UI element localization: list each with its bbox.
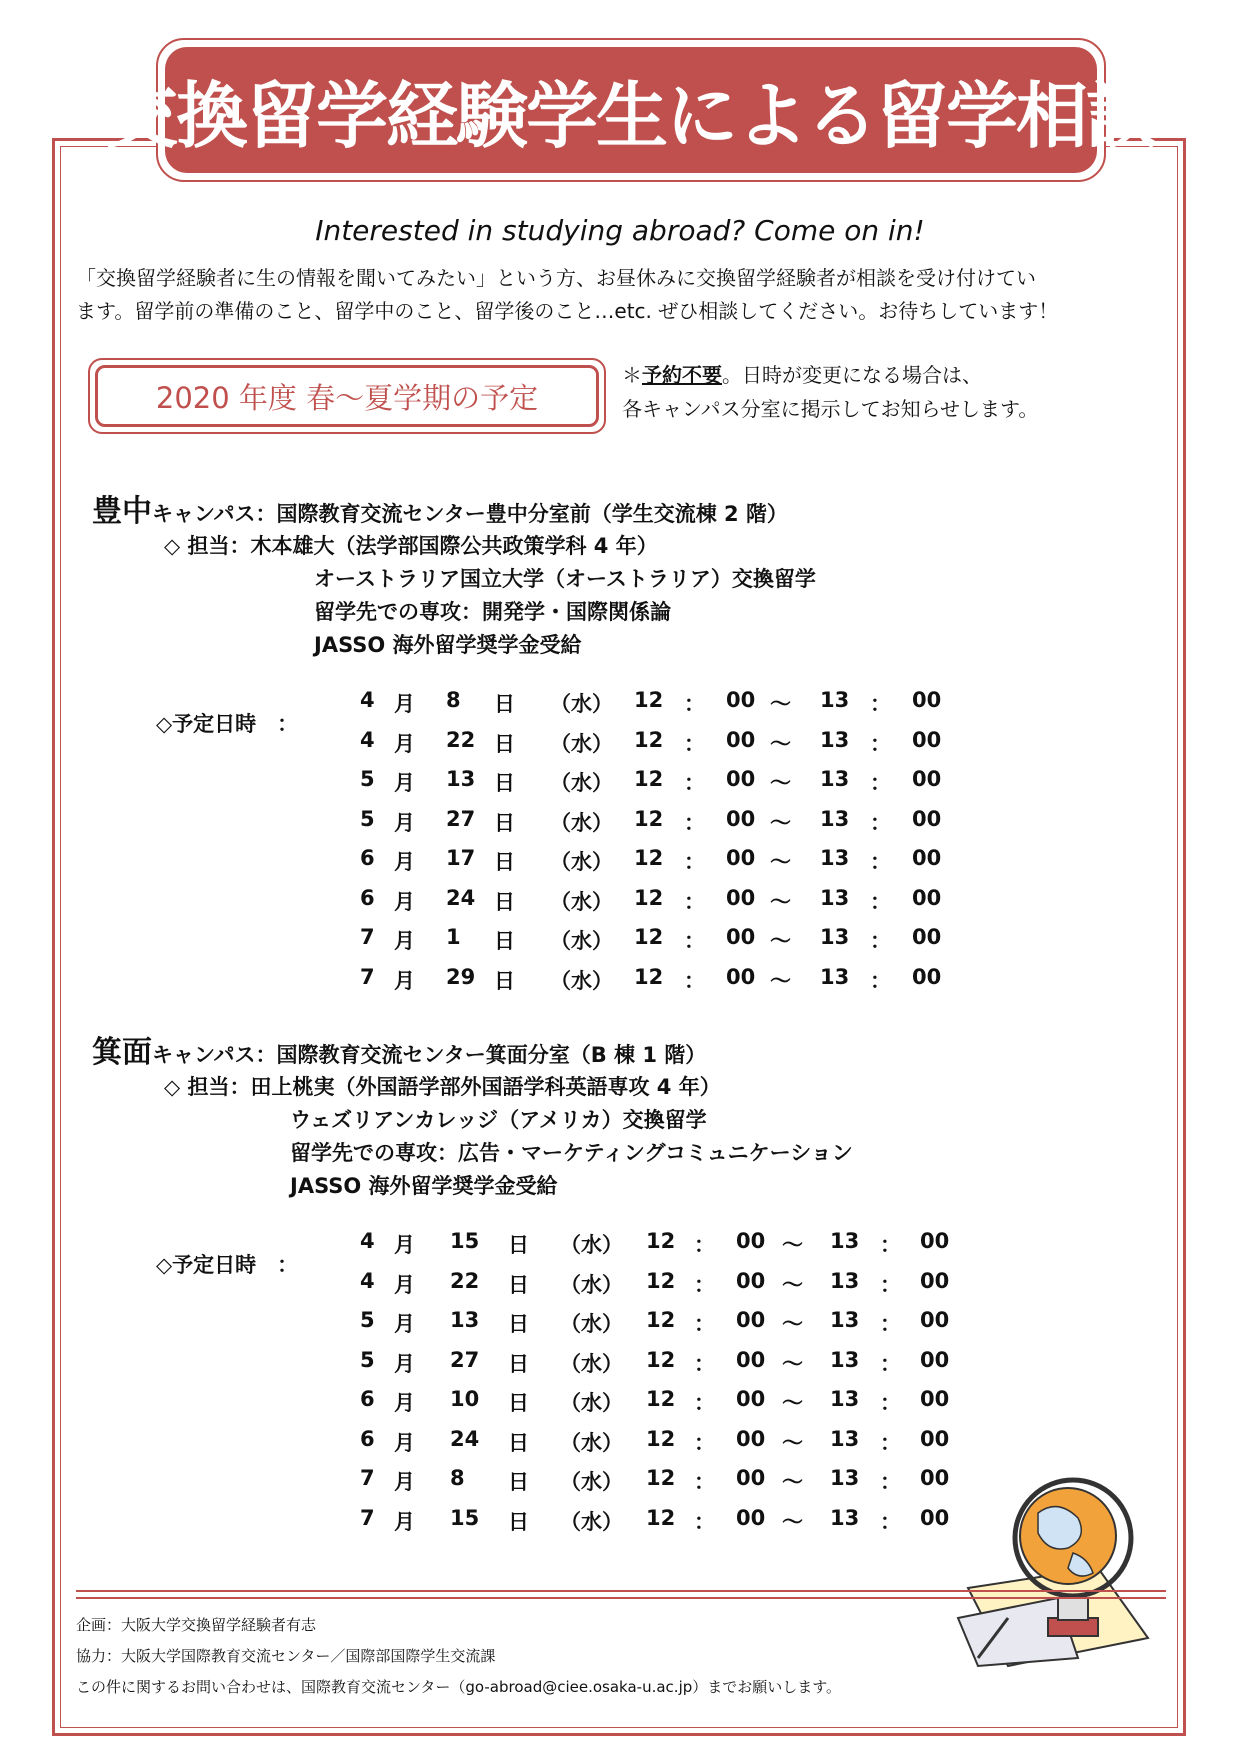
time-day-unit: 日 — [508, 1430, 529, 1455]
date-month: 7 — [360, 1505, 375, 1530]
time-tilde: ～ — [782, 1430, 803, 1455]
time-end-m: 00 — [912, 846, 942, 870]
intro-line: ます。留学前の準備のこと、留学中のこと、留学後のこと…etc. ぜひ相談してください。お待ちしています！ — [76, 299, 1059, 323]
time-end-m: 00 — [920, 1466, 950, 1490]
time-day-unit: 日 — [508, 1391, 529, 1415]
time-colon: ： — [694, 1430, 715, 1455]
time-colon: ： — [880, 1351, 901, 1376]
toyonaka-campus-location: キャンパス：国際教育交流センター豊中分室前（学生交流棟 2 階） — [152, 502, 788, 526]
time-start-h: 12 — [634, 767, 664, 791]
date-month: 6 — [360, 846, 375, 870]
time-start-m: 00 — [736, 1268, 766, 1293]
time-colon: ： — [694, 1233, 715, 1257]
schedule-title-box — [88, 358, 606, 434]
time-colon: ： — [684, 771, 705, 795]
date-month: 4 — [360, 688, 375, 712]
time-end-h: 13 — [830, 1268, 860, 1293]
time-tilde: ～ — [770, 692, 791, 716]
date-day: 8 — [450, 1466, 465, 1490]
time-day-unit: 日 — [494, 929, 515, 953]
schedule-title-inner — [95, 365, 599, 427]
time-end-m: 00 — [912, 806, 942, 831]
time-day-unit: 日 — [508, 1312, 529, 1336]
time-colon: ： — [870, 968, 891, 993]
minoh-campus-location: キャンパス：国際教育交流センター箕面分室（B 棟 1 階） — [152, 1043, 707, 1067]
time-weekday: （水） — [560, 1272, 623, 1297]
toyonaka-campus-heading — [92, 486, 788, 530]
toyonaka-detail: 留学先での専攻：開発学・国際関係論 — [314, 600, 671, 624]
time-colon: ： — [870, 929, 891, 953]
time-end-m: 00 — [920, 1426, 950, 1451]
time-end-h: 13 — [820, 885, 850, 910]
schedule-row — [0, 1229, 1240, 1259]
minoh-dates-label: ◇予定日時 ： — [156, 1253, 299, 1277]
time-end-m: 00 — [912, 925, 942, 949]
time-colon: ： — [694, 1391, 715, 1415]
time-end-m: 00 — [912, 964, 942, 989]
time-end-m: 00 — [920, 1268, 950, 1293]
time-end-h: 13 — [830, 1505, 860, 1530]
date-month: 6 — [360, 1426, 375, 1451]
date-day: 17 — [446, 846, 476, 870]
time-end-h: 13 — [820, 767, 850, 791]
time-end-h: 13 — [820, 846, 850, 870]
date-day: 15 — [450, 1505, 480, 1530]
date-day: 27 — [450, 1347, 480, 1372]
time-start-m: 00 — [736, 1308, 766, 1332]
toyonaka-staff: ◇ 担当：木本雄大（法学部国際公共政策学科 4 年） — [164, 534, 658, 558]
time-weekday: （水） — [560, 1233, 623, 1257]
schedule-row — [0, 925, 1240, 955]
time-start-h: 12 — [634, 885, 664, 910]
schedule-row — [0, 886, 1240, 916]
time-month-unit: 月 — [394, 850, 415, 874]
time-colon: ： — [870, 810, 891, 835]
time-start-h: 12 — [646, 1268, 676, 1293]
schedule-row — [0, 1387, 1240, 1417]
time-weekday: （水） — [550, 810, 613, 835]
tagline: Interested in studying abroad? Come on in! — [315, 214, 925, 247]
schedule-title: 2020 年度 春～夏学期の予定 — [155, 380, 539, 415]
time-weekday: （水） — [560, 1470, 623, 1494]
time-tilde: ～ — [770, 929, 791, 953]
schedule-row — [0, 1308, 1240, 1338]
time-start-h: 12 — [646, 1505, 676, 1530]
time-start-m: 00 — [736, 1347, 766, 1372]
time-day-unit: 日 — [494, 810, 515, 835]
time-tilde: ～ — [770, 771, 791, 795]
time-colon: ： — [880, 1272, 901, 1297]
time-month-unit: 月 — [394, 1509, 415, 1534]
time-tilde: ～ — [782, 1470, 803, 1494]
time-colon: ： — [684, 850, 705, 874]
time-tilde: ～ — [782, 1272, 803, 1297]
title-banner-fill — [106, 47, 1157, 173]
time-end-h: 13 — [820, 806, 850, 831]
time-colon: ： — [684, 731, 705, 756]
time-start-m: 00 — [726, 846, 756, 870]
time-colon: ： — [694, 1312, 715, 1336]
time-start-h: 12 — [646, 1229, 676, 1253]
time-tilde: ～ — [782, 1312, 803, 1336]
time-end-h: 13 — [830, 1347, 860, 1372]
footer-contact: この件に関するお問い合わせは、国際教育交流センター（go-abroad@ciee.osaka-u.ac.jp）までお願いします。 — [76, 1678, 842, 1696]
date-day: 8 — [446, 688, 461, 712]
date-month: 7 — [360, 964, 375, 989]
time-tilde: ～ — [782, 1509, 803, 1534]
time-month-unit: 月 — [394, 1391, 415, 1415]
toyonaka-campus-name: 豊中 — [92, 494, 152, 529]
time-month-unit: 月 — [394, 771, 415, 795]
time-tilde: ～ — [770, 810, 791, 835]
date-day: 27 — [446, 806, 476, 831]
date-day: 29 — [446, 964, 476, 989]
date-day: 13 — [450, 1308, 480, 1332]
time-end-h: 13 — [830, 1466, 860, 1490]
date-day: 22 — [446, 727, 476, 752]
time-day-unit: 日 — [494, 731, 515, 756]
time-colon: ： — [880, 1430, 901, 1455]
note-line-1-rest: 。日時が変更になる場合は、 — [722, 363, 982, 387]
time-start-m: 00 — [726, 688, 756, 712]
time-weekday: （水） — [550, 850, 613, 874]
time-weekday: （水） — [550, 889, 613, 914]
time-colon: ： — [684, 692, 705, 716]
date-day: 22 — [450, 1268, 480, 1293]
time-colon: ： — [684, 889, 705, 914]
schedule-row — [0, 767, 1240, 797]
time-day-unit: 日 — [508, 1509, 529, 1534]
time-day-unit: 日 — [508, 1233, 529, 1257]
time-end-m: 00 — [912, 688, 942, 712]
footer-cooperation: 協力：大阪大学国際教育交流センター／国際部国際学生交流課 — [76, 1647, 496, 1665]
date-month: 5 — [360, 1308, 375, 1332]
time-colon: ： — [870, 692, 891, 716]
time-month-unit: 月 — [394, 1233, 415, 1257]
time-weekday: （水） — [560, 1391, 623, 1415]
date-day: 24 — [446, 885, 476, 910]
time-colon: ： — [684, 968, 705, 993]
time-start-h: 12 — [646, 1387, 676, 1411]
footer-organizer: 企画：大阪大学交換留学経験者有志 — [76, 1616, 317, 1634]
date-month: 4 — [360, 1229, 375, 1253]
reservation-note — [622, 358, 1038, 426]
time-weekday: （水） — [550, 929, 613, 953]
time-weekday: （水） — [550, 731, 613, 756]
date-day: 15 — [450, 1229, 480, 1253]
time-colon: ： — [684, 929, 705, 953]
time-start-h: 12 — [646, 1308, 676, 1332]
time-end-h: 13 — [830, 1229, 860, 1253]
toyonaka-dates-label: ◇予定日時 ： — [156, 712, 299, 736]
date-month: 6 — [360, 885, 375, 910]
time-month-unit: 月 — [394, 810, 415, 835]
time-colon: ： — [880, 1233, 901, 1257]
time-day-unit: 日 — [508, 1470, 529, 1494]
time-colon: ： — [694, 1470, 715, 1494]
time-weekday: （水） — [560, 1509, 623, 1534]
time-day-unit: 日 — [494, 968, 515, 993]
time-start-m: 00 — [726, 885, 756, 910]
time-tilde: ～ — [770, 889, 791, 914]
time-start-m: 00 — [736, 1229, 766, 1253]
time-end-m: 00 — [912, 727, 942, 752]
time-colon: ： — [880, 1470, 901, 1494]
schedule-row — [0, 846, 1240, 876]
toyonaka-detail: JASSO 海外留学奨学金受給 — [314, 633, 582, 657]
time-colon: ： — [870, 889, 891, 914]
time-start-m: 00 — [736, 1466, 766, 1490]
time-start-m: 00 — [726, 806, 756, 831]
time-colon: ： — [870, 850, 891, 874]
schedule-row — [0, 965, 1240, 995]
time-start-m: 00 — [726, 767, 756, 791]
time-tilde: ～ — [770, 731, 791, 756]
time-tilde: ～ — [782, 1351, 803, 1376]
time-end-h: 13 — [830, 1308, 860, 1332]
note-line-1 — [622, 358, 1038, 392]
time-start-h: 12 — [634, 846, 664, 870]
minoh-staff: ◇ 担当：田上桃実（外国語学部外国語学科英語専攻 4 年） — [164, 1075, 721, 1099]
minoh-detail: JASSO 海外留学奨学金受給 — [290, 1174, 558, 1198]
time-start-h: 12 — [646, 1347, 676, 1372]
schedule-row — [0, 807, 1240, 837]
time-end-h: 13 — [820, 964, 850, 989]
time-end-m: 00 — [920, 1387, 950, 1411]
minoh-detail: 留学先での専攻：広告・マーケティングコミュニケーション — [290, 1141, 853, 1165]
time-start-m: 00 — [726, 964, 756, 989]
time-weekday: （水） — [550, 771, 613, 795]
time-month-unit: 月 — [394, 1351, 415, 1376]
globe-illustration — [948, 1468, 1174, 1668]
time-weekday: （水） — [560, 1351, 623, 1376]
time-end-m: 00 — [920, 1308, 950, 1332]
time-day-unit: 日 — [494, 692, 515, 716]
time-month-unit: 月 — [394, 731, 415, 756]
time-start-h: 12 — [634, 925, 664, 949]
minoh-campus-name: 箕面 — [92, 1035, 152, 1070]
date-day: 1 — [446, 925, 461, 949]
date-month: 7 — [360, 1466, 375, 1490]
time-end-m: 00 — [912, 885, 942, 910]
time-tilde: ～ — [770, 968, 791, 993]
time-start-m: 00 — [726, 925, 756, 949]
title-banner — [106, 38, 1157, 182]
schedule-row — [0, 1348, 1240, 1378]
time-end-m: 00 — [920, 1505, 950, 1530]
time-month-unit: 月 — [394, 1312, 415, 1336]
time-day-unit: 日 — [494, 771, 515, 795]
time-colon: ： — [880, 1509, 901, 1534]
time-start-h: 12 — [646, 1466, 676, 1490]
date-month: 4 — [360, 727, 375, 752]
time-tilde: ～ — [782, 1233, 803, 1257]
time-end-m: 00 — [920, 1229, 950, 1253]
date-month: 5 — [360, 767, 375, 791]
time-end-m: 00 — [912, 767, 942, 791]
time-start-h: 12 — [646, 1426, 676, 1451]
intro-line: 「交換留学経験者に生の情報を聞いてみたい」という方、お昼休みに交換留学経験者が相談を受け付けてい — [76, 266, 1036, 290]
footer-divider — [76, 1597, 1166, 1599]
time-start-m: 00 — [736, 1505, 766, 1530]
time-day-unit: 日 — [508, 1351, 529, 1376]
time-colon: ： — [694, 1509, 715, 1534]
time-weekday: （水） — [550, 968, 613, 993]
time-tilde: ～ — [770, 850, 791, 874]
time-start-h: 12 — [634, 727, 664, 752]
time-start-h: 12 — [634, 688, 664, 712]
note-line-2: 各キャンパス分室に掲示してお知らせします。 — [622, 397, 1039, 421]
time-start-h: 12 — [634, 806, 664, 831]
time-colon: ： — [870, 731, 891, 756]
time-day-unit: 日 — [494, 850, 515, 874]
footer-divider — [76, 1590, 1166, 1592]
time-day-unit: 日 — [508, 1272, 529, 1297]
time-month-unit: 月 — [394, 692, 415, 716]
time-colon: ： — [870, 771, 891, 795]
time-weekday: （水） — [550, 692, 613, 716]
schedule-row — [0, 728, 1240, 758]
schedule-row — [0, 1269, 1240, 1299]
time-colon: ： — [880, 1391, 901, 1415]
schedule-row — [0, 688, 1240, 718]
time-weekday: （水） — [560, 1430, 623, 1455]
time-colon: ： — [880, 1312, 901, 1336]
time-tilde: ～ — [782, 1391, 803, 1415]
time-colon: ： — [684, 810, 705, 835]
date-month: 4 — [360, 1268, 375, 1293]
time-month-unit: 月 — [394, 968, 415, 993]
page-title: 交換留学経験学生による留学相談 — [106, 74, 1157, 158]
time-end-h: 13 — [820, 688, 850, 712]
schedule-row — [0, 1427, 1240, 1457]
minoh-campus-heading — [92, 1027, 706, 1071]
time-colon: ： — [694, 1351, 715, 1376]
time-end-m: 00 — [920, 1347, 950, 1372]
time-month-unit: 月 — [394, 1430, 415, 1455]
time-start-m: 00 — [736, 1387, 766, 1411]
date-month: 5 — [360, 806, 375, 831]
time-end-h: 13 — [830, 1387, 860, 1411]
time-end-h: 13 — [830, 1426, 860, 1451]
date-day: 13 — [446, 767, 476, 791]
date-month: 7 — [360, 925, 375, 949]
toyonaka-detail: オーストラリア国立大学（オーストラリア）交換留学 — [314, 567, 816, 591]
date-month: 5 — [360, 1347, 375, 1372]
note-star: ＊ — [622, 363, 642, 387]
time-end-h: 13 — [820, 925, 850, 949]
date-day: 10 — [450, 1387, 480, 1411]
time-start-m: 00 — [736, 1426, 766, 1451]
time-month-unit: 月 — [394, 929, 415, 953]
time-month-unit: 月 — [394, 1470, 415, 1494]
no-reservation-label: 予約不要 — [642, 363, 722, 387]
date-month: 6 — [360, 1387, 375, 1411]
time-weekday: （水） — [560, 1312, 623, 1336]
time-month-unit: 月 — [394, 1272, 415, 1297]
minoh-detail: ウェズリアンカレッジ（アメリカ）交換留学 — [290, 1108, 707, 1132]
time-start-m: 00 — [726, 727, 756, 752]
time-end-h: 13 — [820, 727, 850, 752]
time-month-unit: 月 — [394, 889, 415, 914]
date-day: 24 — [450, 1426, 480, 1451]
time-start-h: 12 — [634, 964, 664, 989]
intro-text — [76, 262, 1176, 328]
time-day-unit: 日 — [494, 889, 515, 914]
time-colon: ： — [694, 1272, 715, 1297]
